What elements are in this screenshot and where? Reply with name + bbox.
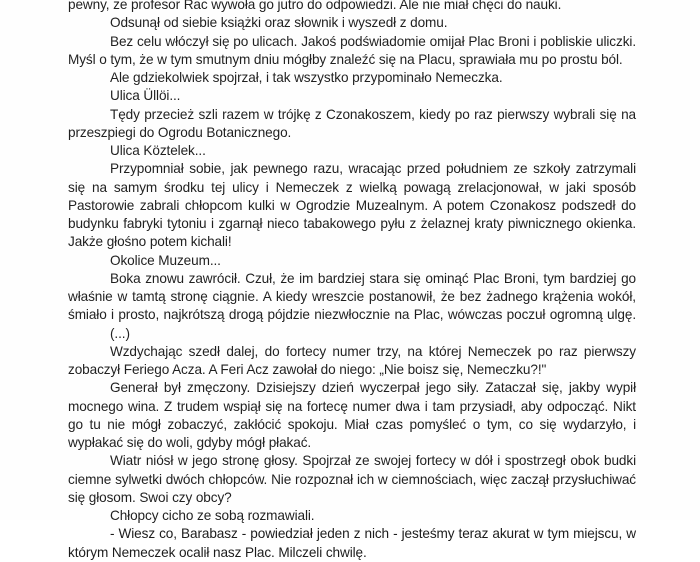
paragraph: Przypomniał sobie, jak pewnego razu, wracając przed południem ze szkoły zatrzymali się na samym środku tej ulicy i Nemeczek z wielką powagą zrelacjonował, w jaki sposób Pastorowie zabrali chłopcom kulki w Ogrodzie Muzealnym. A potem Czonakosz podszedł do budynku fabryki tytoniu i zgarnął nieco tabakowego pyłu z żelaznej kraty piwnicznego okienka. Jakże głośno potem kichali! <box>68 161 636 250</box>
paragraph: Tędy przecież szli razem w trójkę z Czonakoszem, kiedy po raz pierwszy wybrali się na przeszpiegi do Ogrodu Botanicznego. <box>68 106 636 140</box>
paragraph: Chłopcy cicho ze sobą rozmawiali. <box>110 508 315 523</box>
paragraph-street-ulloi: Ulica Üllöi... <box>110 88 181 104</box>
paragraph: Wiatr niósł w jego stronę głosy. Spojrzał ze swojej fortecy w dół i spostrzegł obok budki ciemne sylwetki dwóch chłopców. Nie rozpoznał ich w ciemnościach, więc zaczął przysłuchiwać się głosom. Swoi czy obcy? <box>68 453 636 505</box>
paragraph-museum: Okolice Muzeum... <box>110 252 221 268</box>
paragraph: Bez celu włóczył się po ulicach. Jakoś podświadomie omijał Plac Broni i pobliskie uliczki. Myśl o tym, że w tym smutnym dniu mógłby znaleźć się na Placu, sprawiała mu po prostu ból. <box>68 33 636 67</box>
paragraph: Generał był zmęczony. Dzisiejszy dzień wyczerpał jego siły. Zataczał się, jakby wypił mocnego wina. Z trudem wspiął się na fortecę numer dwa i tam przysiadł, aby odpocząć. Nikt go tu nie mógł zobaczyć, zakłócić spokoju. Miał czas pomyśleć o tym, co się wydarzyło, i wypłakać się do woli, gdyby mógł płakać. <box>68 380 636 450</box>
paragraph: Ale gdziekolwiek spojrzał, i tak wszystko przypominało Nemeczka. <box>110 70 503 85</box>
paragraph-continuation: pewny, ze profesor Rac wywoła go jutro do odpowiedzi. Ale nie miał chęci do nauki. <box>68 0 562 12</box>
paragraph-street-koztelek: Ulica Köztelek... <box>110 143 206 158</box>
paragraph: Boka znowu zawrócił. Czuł, że im bardziej stara się ominąć Plac Broni, tym bardziej go właśnie w tamtą stronę ciągnie. A kiedy wreszcie postanowił, że bez żadnego krążenia wokół, śmiało i prosto, najkrótszą drogą pójdzie niezwłocznie na Plac, wówczas poczuł ogromną ulgę. <box>68 270 636 323</box>
body-text-column <box>68 0 636 562</box>
paragraph-quote-feri-acz: Wzdychając szedł dalej, do fortecy numer trzy, na której Nemeczek po raz pierwszy zobaczył Feriego Acza. A Feri Acz zawołał do niego: „Nie boisz się, Nemeczku?!" <box>68 343 636 377</box>
paragraph-ellipsis-break: (...) <box>110 325 130 341</box>
paragraph: Odsunął od siebie książki oraz słownik i wyszedł z domu. <box>110 15 448 31</box>
paragraph-dialogue: - Wiesz co, Barabasz - powiedział jeden z nich - jesteśmy teraz akurat w tym miejscu, w którym Nemeczek ocalił nasz Plac. Milczeli chwilę. <box>68 526 636 560</box>
